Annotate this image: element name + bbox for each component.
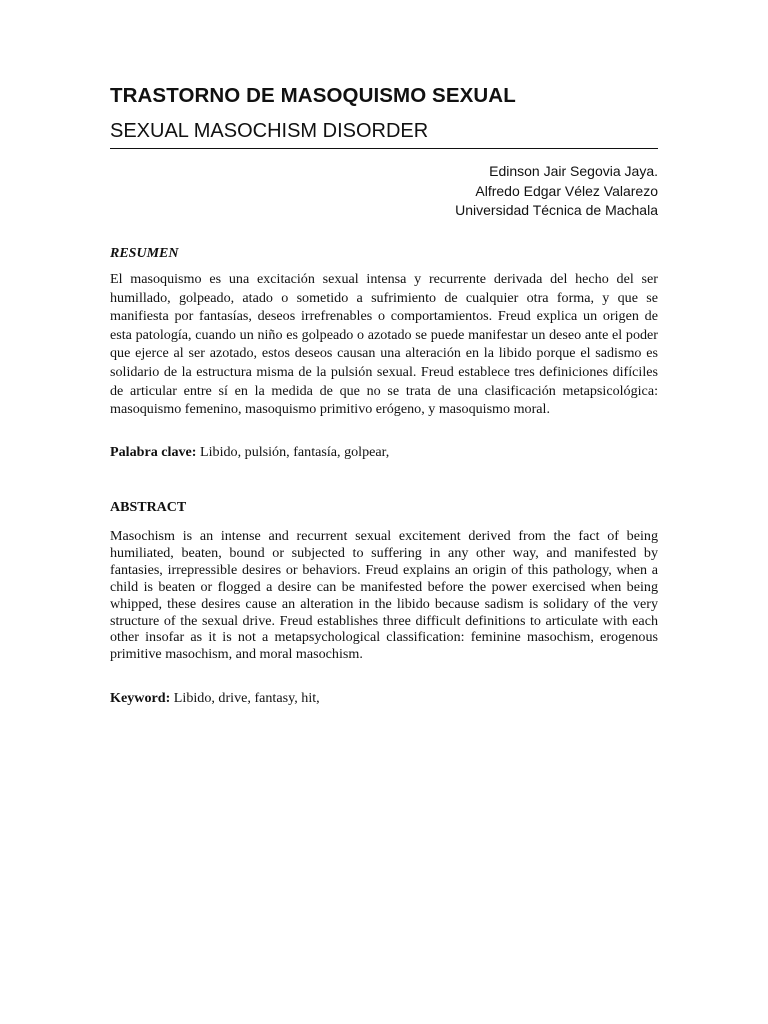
title-english: SEXUAL MASOCHISM DISORDER: [110, 120, 429, 142]
author-block: [455, 162, 658, 221]
keywords-english-values: Libido, drive, fantasy, hit,: [170, 690, 320, 706]
affiliation: Universidad Técnica de Machala: [455, 202, 658, 218]
keywords-spanish-label: Palabra clave:: [110, 444, 197, 460]
keywords-english-label: Keyword:: [110, 690, 171, 706]
keywords-spanish-values: Libido, pulsión, fantasía, golpear,: [196, 444, 390, 460]
keywords-english: [110, 690, 320, 707]
author-2: Alfredo Edgar Vélez Valarezo: [475, 182, 658, 199]
abstract-body: Masochism is an intense and recurrent sexual excitement derived from the fact of being humiliated, beaten, bound or subjected to suffering in any other way, and manifested by fantasies, irrepressible desires or behaviors. Freud explains an origin of this pathology, when a child is beaten or flogged a desire can be manifested before the power exercised when being whipped, these desires cause an alteration in the libido because sadism is solidary of the very structure of the sexual drive. Freud establishes three difficult definitions to articulate with each other insofar as it is not a metapsychological classification: feminine masochism, erogenous primitive masochism, and moral masochism.: [110, 528, 658, 663]
keywords-spanish: [110, 444, 389, 461]
abstract-heading: ABSTRACT: [110, 500, 187, 515]
resumen-heading: RESUMEN: [110, 246, 179, 261]
resumen-body: El masoquismo es una excitación sexual intensa y recurrente derivada del hecho del ser humillado, golpeado, atado o sometido a sufrimiento de cualquier otra forma, y que se manifiesta por fantasías, deseos irrefrenables o comportamientos. Freud explica un origen de esta patología, cuando un niño es golpeado o azotado se puede manifestar un deseo ante el poder que ejerce al ser azotado, estos deseos causan una alteración en la libido porque el sadismo es solidario de la estructura misma de la pulsión sexual. Freud establece tres definiciones difíciles de articular entre sí en la medida de que no se trata de una clasificación metapsicológica: masoquismo femenino, masoquismo primitivo erógeno, y masoquismo moral.: [110, 271, 658, 418]
title-spanish: TRASTORNO DE MASOQUISMO SEXUAL: [110, 84, 516, 107]
author-1: Edinson Jair Segovia Jaya.: [489, 163, 658, 179]
title-divider: [110, 148, 658, 149]
